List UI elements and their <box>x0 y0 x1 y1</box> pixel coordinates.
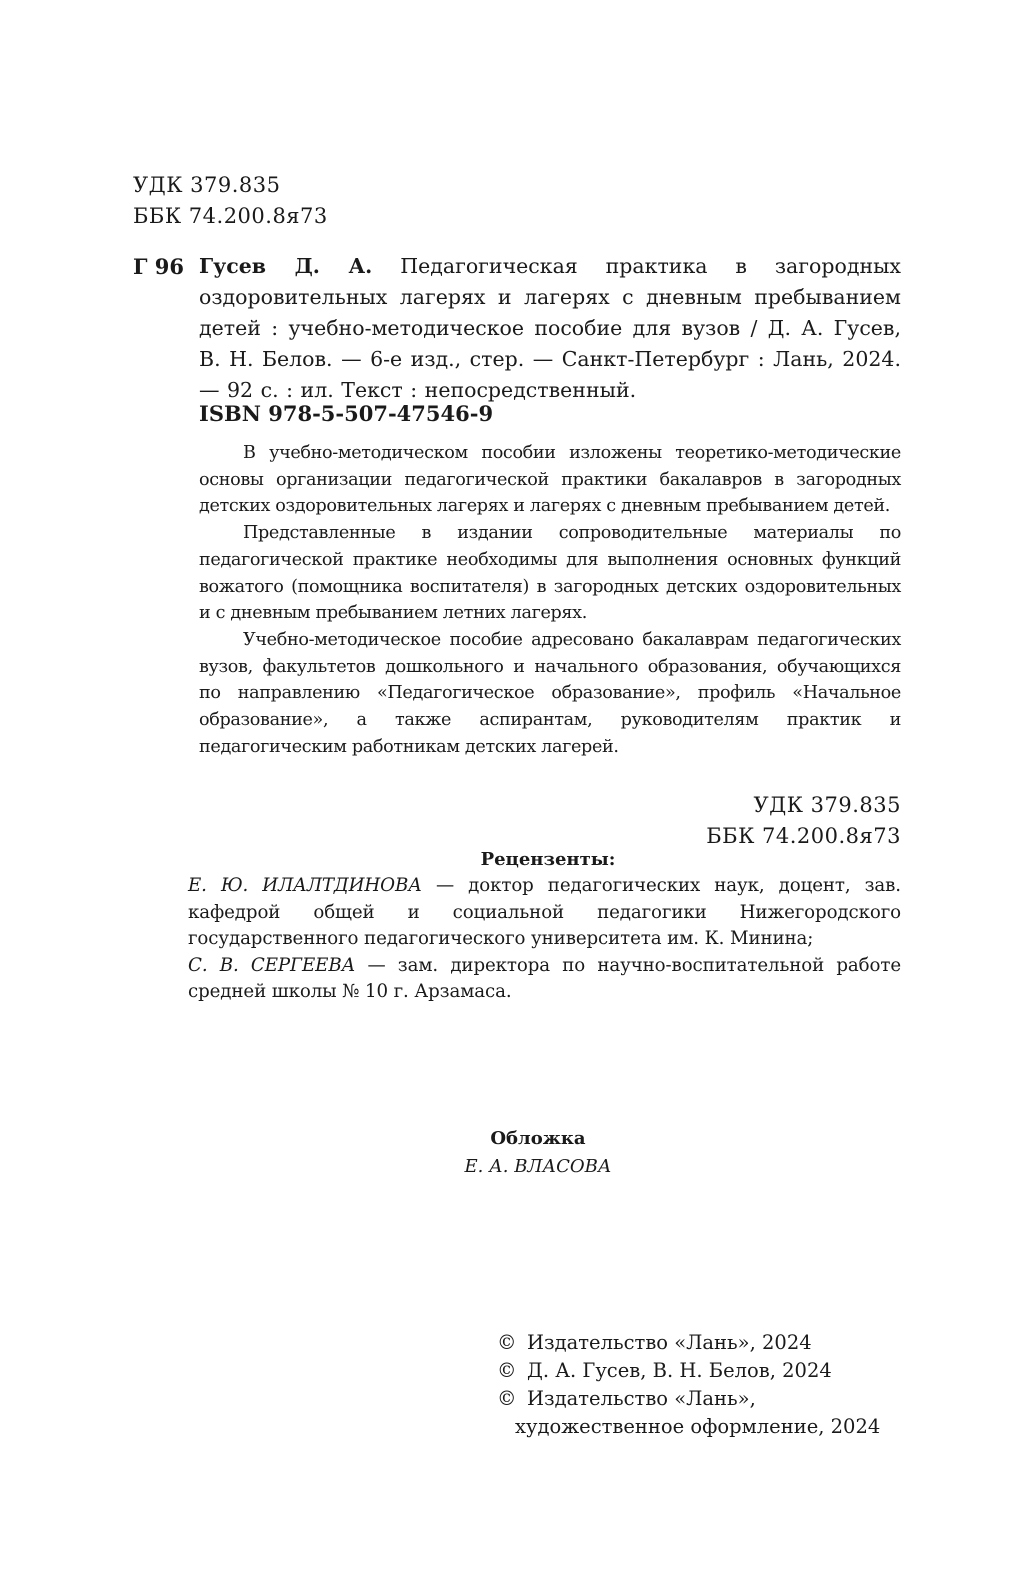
copyright-block <box>497 1329 880 1441</box>
bbk-code: ББК 74.200.8я73 <box>706 824 901 848</box>
reviewer-info: — доктор педагогических наук, доцент, зав. кафедрой общей и социальной педагогики Нижегородского государственного педагогического университета им. К. Минина; <box>188 875 901 949</box>
copyright-line: © Издательство «Лань», <box>497 1385 880 1413</box>
description-text: Педагогическая практика в загородных оздоровительных лагерях и лагерях с дневным пребыванием детей : учебно-методическое пособие для вузов / Д. А. Гусев, В. Н. Белов. — 6-е изд., стер. — Санкт-Петербург : Лань, 2024. — 92 с. : ил. Текст : непосредственный. <box>199 254 901 402</box>
copyright-icon: © <box>497 1331 517 1354</box>
isbn: ISBN 978-5-507-47546-9 <box>199 401 494 426</box>
reviewer-name: С. В. СЕРГЕЕВА <box>188 954 356 976</box>
cover-credit <box>0 1125 1024 1181</box>
udk-code: УДК 379.835 <box>753 793 901 817</box>
reviewer-info: — зам. директора по научно-воспитательной работе средней школы № 10 г. Арзамаса. <box>188 954 901 1002</box>
copyright-icon: © <box>497 1359 517 1382</box>
copyright-icon: © <box>497 1387 517 1410</box>
reviewers-title: Рецензенты: <box>480 849 616 870</box>
reviewer-entry <box>188 873 901 953</box>
author-name: Гусев Д. А. <box>199 254 373 278</box>
copyright-line: © Издательство «Лань», 2024 <box>497 1329 880 1357</box>
cover-label: Обложка <box>490 1128 586 1149</box>
cover-designer: Е. А. ВЛАСОВА <box>464 1156 612 1177</box>
author-mark: Г 96 <box>133 254 185 279</box>
copyright-line: © Д. А. Гусев, В. Н. Белов, 2024 <box>497 1357 880 1385</box>
annotation-paragraph: В учебно-методическом пособии изложены теоретико-методические основы организации педагогической практики бакалавров в загородных детских оздоровительных лагерях и лагерях с дневным пребыванием детей. <box>199 443 901 517</box>
bibliographic-record <box>133 251 901 406</box>
annotation <box>199 440 901 760</box>
classification-bottom <box>706 790 901 852</box>
reviewers-list <box>188 873 901 1006</box>
reviewer-entry <box>188 953 901 1006</box>
udk-code: УДК 379.835 <box>133 173 281 197</box>
classification-top <box>133 170 328 232</box>
bibliographic-description <box>199 251 901 406</box>
reviewer-name: Е. Ю. ИЛАЛТДИНОВА <box>188 875 422 896</box>
annotation-paragraph: Учебно-методическое пособие адресовано бакалаврам педагогических вузов, факультетов дошкольного и начального образования, обучающихся по направлению «Педагогическое образование», профиль «Начальное образование», а также аспирантам, руководителям практик и педагогическим работникам детских лагерей. <box>199 629 901 757</box>
bbk-code: ББК 74.200.8я73 <box>133 204 328 228</box>
copyright-line-continuation: художественное оформление, 2024 <box>515 1415 881 1438</box>
annotation-paragraph: Представленные в издании сопроводительные материалы по педагогической практике необходимы для выполнения основных функций вожатого (помощника воспитателя) в загородных детских оздоровительных и с дневным пребыванием летних лагерях. <box>199 523 901 624</box>
